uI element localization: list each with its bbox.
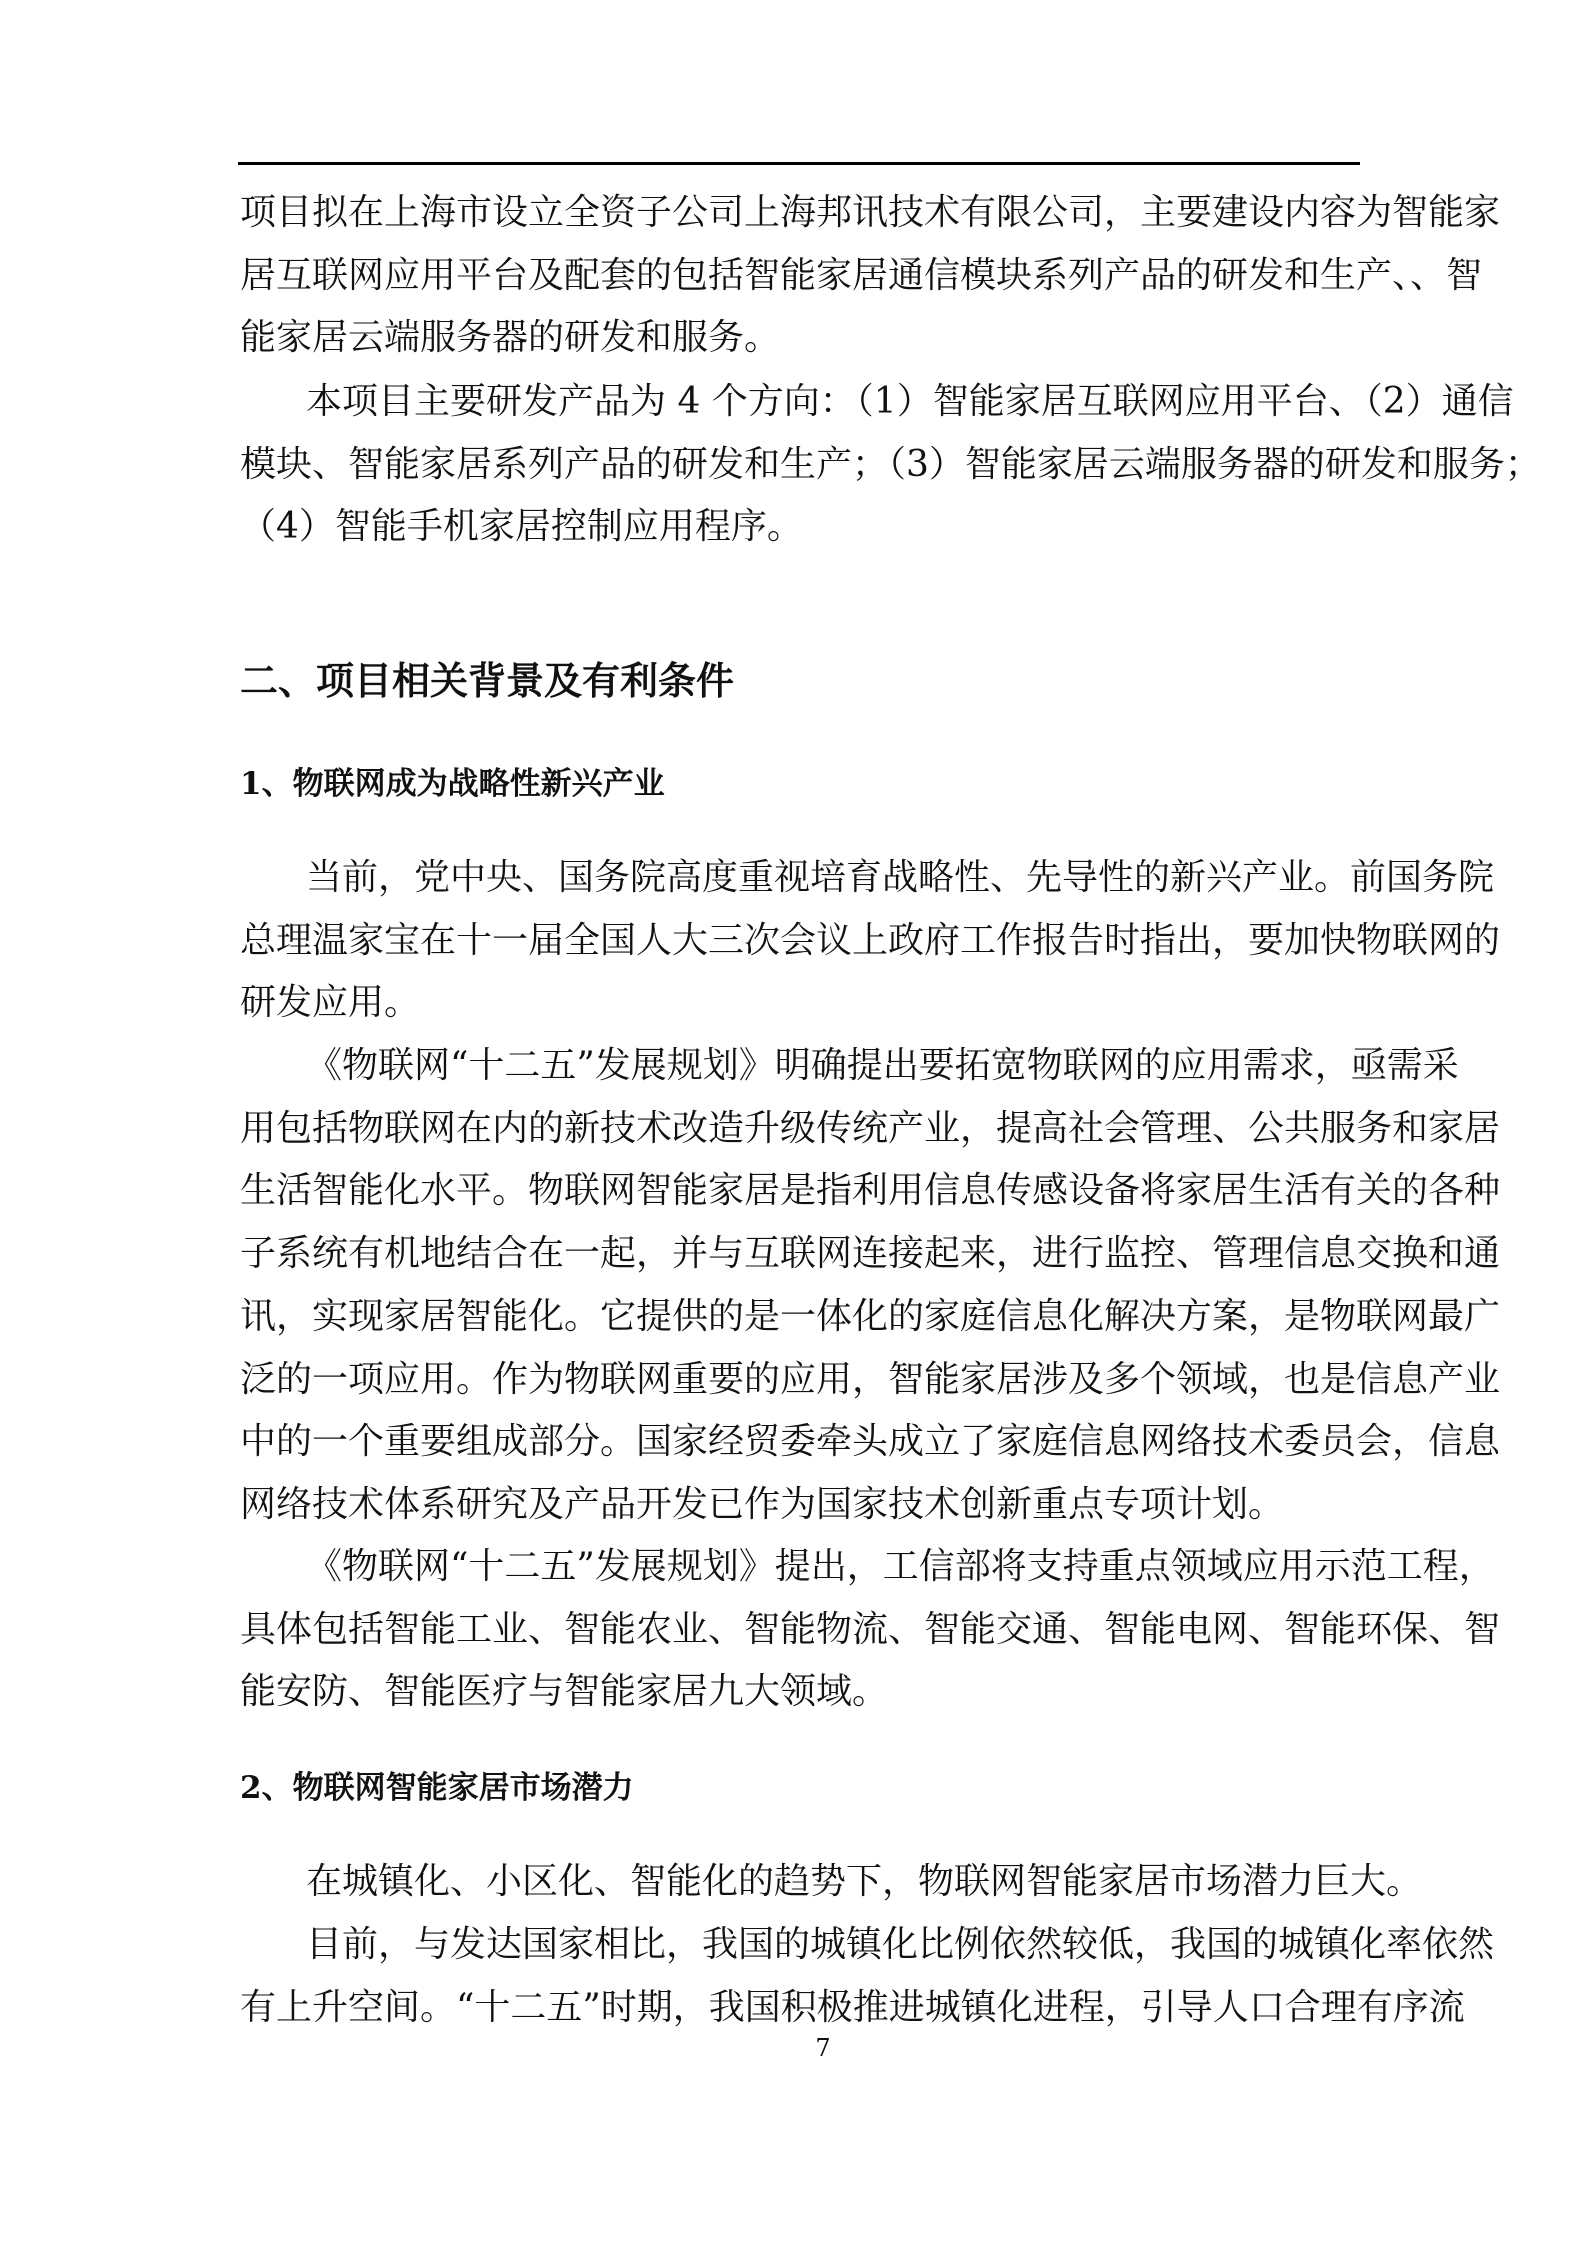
paragraph-line: 研发应用。	[240, 982, 421, 1024]
paragraph-line: 有上升空间。“十二五”时期，我国积极推进城镇化进程，引导人口合理有序流	[240, 1986, 1465, 2028]
subsection-heading: 1、物联网成为战略性新兴产业	[240, 766, 665, 802]
paragraph-line: 网络技术体系研究及产品开发已作为国家技术创新重点专项计划。	[240, 1483, 1285, 1525]
paragraph-line: 总理温家宝在十一届全国人大三次会议上政府工作报告时指出，要加快物联网的	[240, 919, 1501, 961]
paragraph-line: 中的一个重要组成部分。国家经贸委牵头成立了家庭信息网络技术委员会，信息	[240, 1421, 1501, 1463]
paragraph-line: 《物联网“十二五”发展规划》提出，工信部将支持重点领域应用示范工程，	[306, 1546, 1495, 1587]
paragraph-line: 能家居云端服务器的研发和服务。	[240, 317, 781, 359]
page-number: 7	[815, 2034, 831, 2062]
paragraph-line: 泛的一项应用。作为物联网重要的应用，智能家居涉及多个领域，也是信息产业	[240, 1358, 1501, 1400]
paragraph-line: 具体包括智能工业、智能农业、智能物流、智能交通、智能电网、智能环保、智	[240, 1608, 1501, 1650]
paragraph-line: （4）智能手机家居控制应用程序。	[240, 506, 803, 548]
paragraph-line: 能安防、智能医疗与智能家居九大领域。	[240, 1671, 889, 1713]
paragraph-line: 项目拟在上海市设立全资子公司上海邦讯技术有限公司，主要建设内容为智能家	[240, 192, 1501, 233]
paragraph-line: 生活智能化水平。物联网智能家居是指利用信息传感设备将家居生活有关的各种	[240, 1170, 1501, 1212]
paragraph-line: 用包括物联网在内的新技术改造升级传统产业，提高社会管理、公共服务和家居	[240, 1107, 1501, 1149]
paragraph-line: 讯，实现家居智能化。它提供的是一体化的家庭信息化解决方案，是物联网最广	[240, 1295, 1501, 1337]
paragraph-line: 当前，党中央、国务院高度重视培育战略性、先导性的新兴产业。前国务院	[306, 857, 1495, 898]
paragraph-line: 目前，与发达国家相比，我国的城镇化比例依然较低，我国的城镇化率依然	[306, 1924, 1495, 1965]
paragraph-line: 《物联网“十二五”发展规划》明确提出要拓宽物联网的应用需求，亟需采	[306, 1045, 1459, 1086]
paragraph-line: 本项目主要研发产品为 4 个方向：（1）智能家居互联网应用平台、（2）通信	[306, 381, 1514, 422]
paragraph-line: 模块、智能家居系列产品的研发和生产；（3）智能家居云端服务器的研发和服务；	[240, 443, 1541, 485]
header-rule	[238, 162, 1360, 165]
section-heading: 二、项目相关背景及有利条件	[240, 658, 735, 703]
subsection-heading: 2、物联网智能家居市场潜力	[240, 1770, 634, 1806]
paragraph-line: 子系统有机地结合在一起，并与互联网连接起来，进行监控、管理信息交换和通	[240, 1233, 1501, 1275]
paragraph-line: 在城镇化、小区化、智能化的趋势下，物联网智能家居市场潜力巨大。	[306, 1861, 1423, 1902]
paragraph-line: 居互联网应用平台及配套的包括智能家居通信模块系列产品的研发和生产、、智	[240, 254, 1483, 296]
